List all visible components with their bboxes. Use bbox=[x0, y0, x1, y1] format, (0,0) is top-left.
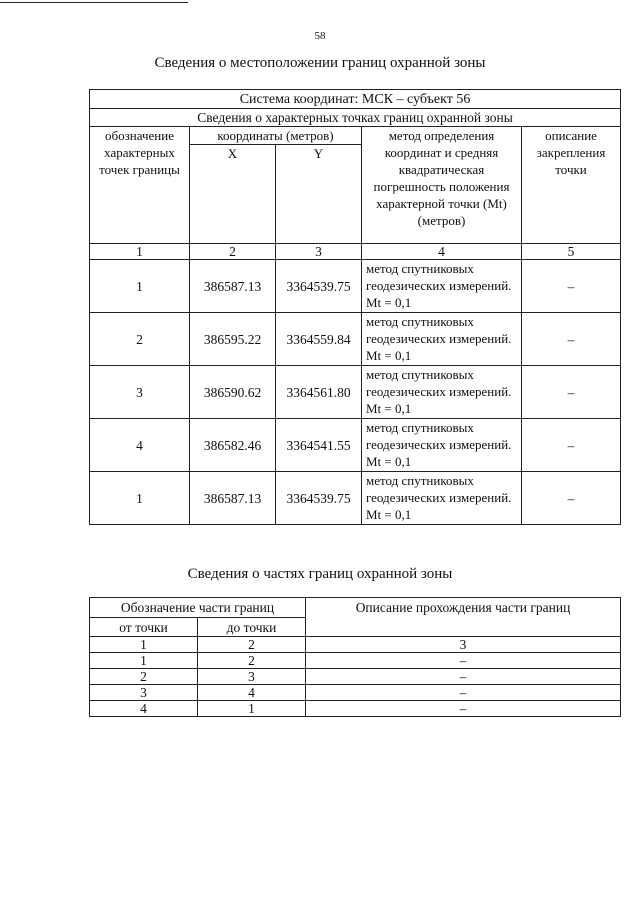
index-cell: 1 bbox=[90, 637, 198, 653]
method-text: метод спутниковых геодезических измерений. Mt = 0,1 bbox=[362, 419, 522, 472]
part-description: – bbox=[306, 685, 621, 701]
coord-x: 386595.22 bbox=[190, 313, 276, 366]
coord-x: 386582.46 bbox=[190, 419, 276, 472]
from-point: 1 bbox=[90, 653, 198, 669]
point-id: 4 bbox=[90, 419, 190, 472]
section2-title: Сведения о частях границ охранной зоны bbox=[187, 566, 453, 582]
part-description: – bbox=[306, 701, 621, 717]
method-text: метод спутниковых геодезических измерений. Mt = 0,1 bbox=[362, 472, 522, 525]
coordinate-system-row bbox=[90, 90, 621, 109]
from-point: 4 bbox=[90, 701, 198, 717]
coord-x: 386590.62 bbox=[190, 366, 276, 419]
fixing-text: – bbox=[522, 313, 621, 366]
to-point: 4 bbox=[198, 685, 306, 701]
header-x: X bbox=[190, 145, 276, 244]
fixing-text: – bbox=[522, 472, 621, 525]
point-id: 2 bbox=[90, 313, 190, 366]
to-point: 3 bbox=[198, 669, 306, 685]
to-point: 2 bbox=[198, 653, 306, 669]
index-cell: 2 bbox=[190, 244, 276, 260]
table1-subtitle-row bbox=[90, 109, 621, 127]
table1-subtitle: Сведения о характерных точках границ охранной зоны bbox=[90, 109, 621, 127]
table-row bbox=[90, 669, 621, 685]
to-point: 1 bbox=[198, 701, 306, 717]
table2-index-row bbox=[90, 637, 621, 653]
header-fixing: описание закрепления точки bbox=[522, 127, 621, 244]
coord-y: 3364541.55 bbox=[276, 419, 362, 472]
coord-y: 3364561.80 bbox=[276, 366, 362, 419]
header-designation: обозначение характерных точек границы bbox=[90, 127, 190, 244]
table-row bbox=[90, 685, 621, 701]
coordinate-system-label: Система координат: МСК – субъект 56 bbox=[90, 90, 621, 109]
header-coordinates: координаты (метров) bbox=[190, 127, 362, 145]
index-cell: 4 bbox=[362, 244, 522, 260]
table1-header-row bbox=[90, 127, 621, 145]
index-cell: 3 bbox=[276, 244, 362, 260]
part-description: – bbox=[306, 669, 621, 685]
table-row bbox=[90, 653, 621, 669]
part-description: – bbox=[306, 653, 621, 669]
index-cell: 5 bbox=[522, 244, 621, 260]
header-description: Описание прохождения части границ bbox=[306, 598, 621, 637]
fixing-text: – bbox=[522, 260, 621, 313]
section1-title: Сведения о местоположении границ охранной зоны bbox=[154, 55, 486, 71]
coord-y: 3364539.75 bbox=[276, 260, 362, 313]
boundary-points-table bbox=[89, 89, 621, 525]
method-text: метод спутниковых геодезических измерений. Mt = 0,1 bbox=[362, 260, 522, 313]
table-row bbox=[90, 313, 621, 366]
header-part-designation: Обозначение части границ bbox=[90, 598, 306, 618]
table-row bbox=[90, 472, 621, 525]
from-point: 2 bbox=[90, 669, 198, 685]
coord-x: 386587.13 bbox=[190, 472, 276, 525]
header-method: метод определения координат и средняя квадратическая погрешность положения характерной точки (Mt) (метров) bbox=[362, 127, 522, 244]
table-row bbox=[90, 701, 621, 717]
header-to-point: до точки bbox=[198, 618, 306, 637]
table2-header-row bbox=[90, 598, 621, 618]
fixing-text: – bbox=[522, 366, 621, 419]
table-row bbox=[90, 366, 621, 419]
method-text: метод спутниковых геодезических измерений. Mt = 0,1 bbox=[362, 313, 522, 366]
table1-index-row bbox=[90, 244, 621, 260]
point-id: 1 bbox=[90, 472, 190, 525]
index-cell: 3 bbox=[306, 637, 621, 653]
boundary-parts-table bbox=[89, 597, 621, 717]
index-cell: 2 bbox=[198, 637, 306, 653]
index-cell: 1 bbox=[90, 244, 190, 260]
coord-x: 386587.13 bbox=[190, 260, 276, 313]
coord-y: 3364539.75 bbox=[276, 472, 362, 525]
from-point: 3 bbox=[90, 685, 198, 701]
page-number: 58 bbox=[314, 30, 326, 42]
method-text: метод спутниковых геодезических измерений. Mt = 0,1 bbox=[362, 366, 522, 419]
header-y: Y bbox=[276, 145, 362, 244]
point-id: 3 bbox=[90, 366, 190, 419]
table-row bbox=[90, 260, 621, 313]
header-rule bbox=[0, 2, 188, 3]
header-from-point: от точки bbox=[90, 618, 198, 637]
coord-y: 3364559.84 bbox=[276, 313, 362, 366]
point-id: 1 bbox=[90, 260, 190, 313]
fixing-text: – bbox=[522, 419, 621, 472]
table-row bbox=[90, 419, 621, 472]
